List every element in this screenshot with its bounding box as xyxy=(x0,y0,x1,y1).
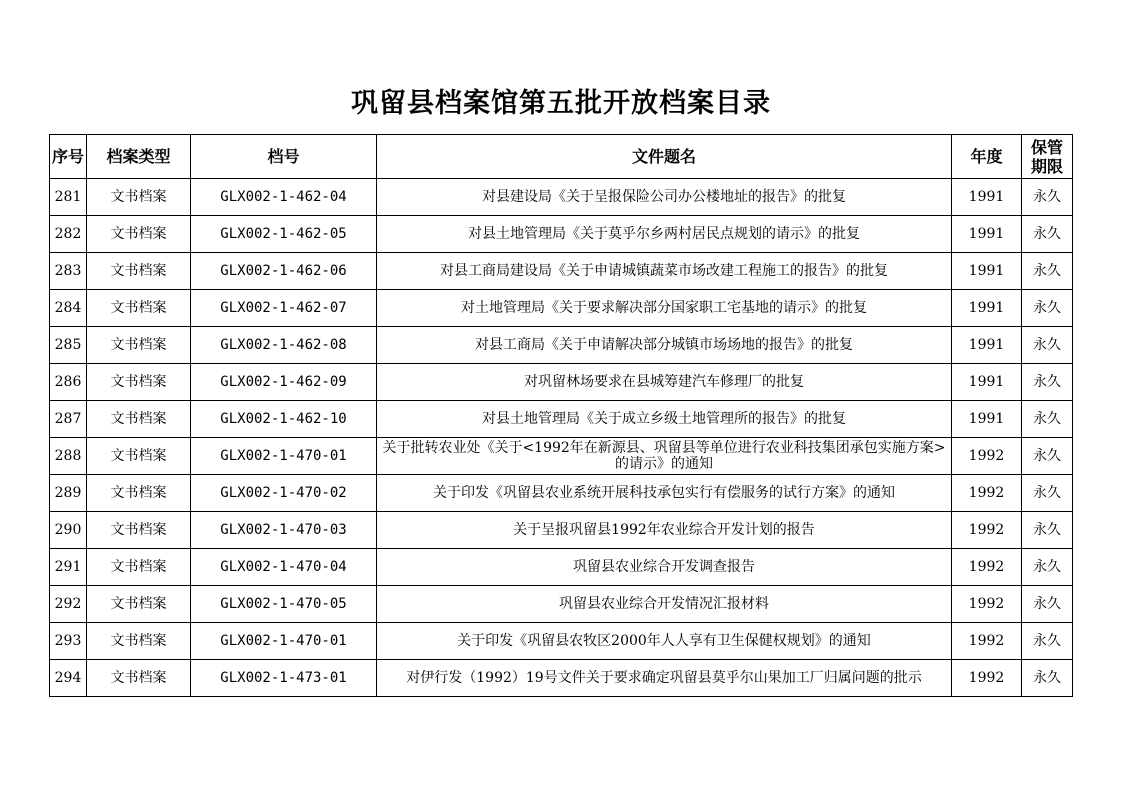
cell-type: 文书档案 xyxy=(87,586,191,623)
cell-seq: 281 xyxy=(50,179,87,216)
table-row xyxy=(50,401,1073,438)
cell-retention: 永久 xyxy=(1022,660,1073,697)
table-row xyxy=(50,623,1073,660)
cell-type: 文书档案 xyxy=(87,290,191,327)
table-row xyxy=(50,179,1073,216)
cell-doc-title: 关于印发《巩留县农牧区2000年人人享有卫生保健权规划》的通知 xyxy=(377,623,952,660)
table-row xyxy=(50,512,1073,549)
cell-doc-title: 对县土地管理局《关于莫乎尔乡两村居民点规划的请示》的批复 xyxy=(377,216,952,253)
cell-year: 1991 xyxy=(952,216,1022,253)
cell-doc-title: 关于呈报巩留县1992年农业综合开发计划的报告 xyxy=(377,512,952,549)
cell-seq: 291 xyxy=(50,549,87,586)
cell-retention: 永久 xyxy=(1022,438,1073,475)
table-body xyxy=(50,179,1073,697)
cell-type: 文书档案 xyxy=(87,364,191,401)
cell-doc-title: 关于批转农业处《关于<1992年在新源县、巩留县等单位进行农业科技集团承包实施方案>的请示》的通知 xyxy=(377,438,952,475)
cell-type: 文书档案 xyxy=(87,512,191,549)
cell-doc-title: 对县建设局《关于呈报保险公司办公楼地址的报告》的批复 xyxy=(377,179,952,216)
cell-seq: 290 xyxy=(50,512,87,549)
cell-code: GLX002-1-462-04 xyxy=(191,179,377,216)
cell-doc-title: 对县土地管理局《关于成立乡级土地管理所的报告》的批复 xyxy=(377,401,952,438)
cell-seq: 292 xyxy=(50,586,87,623)
archive-catalog-table xyxy=(49,134,1073,697)
cell-code: GLX002-1-470-02 xyxy=(191,475,377,512)
cell-code: GLX002-1-462-05 xyxy=(191,216,377,253)
cell-year: 1992 xyxy=(952,660,1022,697)
cell-seq: 285 xyxy=(50,327,87,364)
cell-type: 文书档案 xyxy=(87,327,191,364)
cell-type: 文书档案 xyxy=(87,475,191,512)
table-row xyxy=(50,290,1073,327)
cell-code: GLX002-1-462-10 xyxy=(191,401,377,438)
cell-retention: 永久 xyxy=(1022,179,1073,216)
cell-year: 1992 xyxy=(952,623,1022,660)
cell-retention: 永久 xyxy=(1022,364,1073,401)
cell-type: 文书档案 xyxy=(87,438,191,475)
cell-year: 1992 xyxy=(952,512,1022,549)
header-retention: 保管期限 xyxy=(1022,135,1073,179)
cell-year: 1991 xyxy=(952,364,1022,401)
table-row xyxy=(50,586,1073,623)
header-type: 档案类型 xyxy=(87,135,191,179)
cell-retention: 永久 xyxy=(1022,401,1073,438)
cell-code: GLX002-1-462-06 xyxy=(191,253,377,290)
cell-code: GLX002-1-470-03 xyxy=(191,512,377,549)
header-year: 年度 xyxy=(952,135,1022,179)
cell-seq: 289 xyxy=(50,475,87,512)
table-header-row xyxy=(50,135,1073,179)
cell-retention: 永久 xyxy=(1022,549,1073,586)
cell-retention: 永久 xyxy=(1022,586,1073,623)
cell-retention: 永久 xyxy=(1022,512,1073,549)
cell-year: 1991 xyxy=(952,253,1022,290)
table-row xyxy=(50,660,1073,697)
cell-doc-title: 对县工商局《关于申请解决部分城镇市场场地的报告》的批复 xyxy=(377,327,952,364)
cell-seq: 284 xyxy=(50,290,87,327)
cell-retention: 永久 xyxy=(1022,623,1073,660)
cell-code: GLX002-1-462-07 xyxy=(191,290,377,327)
cell-seq: 288 xyxy=(50,438,87,475)
cell-seq: 282 xyxy=(50,216,87,253)
table-row xyxy=(50,364,1073,401)
cell-seq: 283 xyxy=(50,253,87,290)
cell-type: 文书档案 xyxy=(87,216,191,253)
cell-year: 1992 xyxy=(952,438,1022,475)
cell-code: GLX002-1-470-01 xyxy=(191,623,377,660)
cell-type: 文书档案 xyxy=(87,179,191,216)
cell-doc-title: 巩留县农业综合开发调查报告 xyxy=(377,549,952,586)
cell-code: GLX002-1-462-08 xyxy=(191,327,377,364)
cell-year: 1992 xyxy=(952,586,1022,623)
table-row xyxy=(50,216,1073,253)
table-row xyxy=(50,253,1073,290)
cell-code: GLX002-1-470-01 xyxy=(191,438,377,475)
cell-code: GLX002-1-470-05 xyxy=(191,586,377,623)
table-row xyxy=(50,438,1073,475)
cell-code: GLX002-1-462-09 xyxy=(191,364,377,401)
header-doc-title: 文件题名 xyxy=(377,135,952,179)
table-row xyxy=(50,327,1073,364)
cell-code: GLX002-1-470-04 xyxy=(191,549,377,586)
cell-doc-title: 对县工商局建设局《关于申请城镇蔬菜市场改建工程施工的报告》的批复 xyxy=(377,253,952,290)
table-row xyxy=(50,549,1073,586)
cell-doc-title: 关于印发《巩留县农业系统开展科技承包实行有偿服务的试行方案》的通知 xyxy=(377,475,952,512)
cell-doc-title: 对巩留林场要求在县城筹建汽车修理厂的批复 xyxy=(377,364,952,401)
cell-year: 1991 xyxy=(952,401,1022,438)
cell-type: 文书档案 xyxy=(87,660,191,697)
cell-type: 文书档案 xyxy=(87,549,191,586)
cell-year: 1991 xyxy=(952,179,1022,216)
cell-type: 文书档案 xyxy=(87,253,191,290)
table-row xyxy=(50,475,1073,512)
cell-seq: 293 xyxy=(50,623,87,660)
cell-seq: 287 xyxy=(50,401,87,438)
cell-type: 文书档案 xyxy=(87,401,191,438)
cell-seq: 294 xyxy=(50,660,87,697)
cell-doc-title: 对土地管理局《关于要求解决部分国家职工宅基地的请示》的批复 xyxy=(377,290,952,327)
cell-retention: 永久 xyxy=(1022,475,1073,512)
cell-year: 1991 xyxy=(952,327,1022,364)
cell-doc-title: 巩留县农业综合开发情况汇报材料 xyxy=(377,586,952,623)
cell-year: 1991 xyxy=(952,290,1022,327)
cell-retention: 永久 xyxy=(1022,327,1073,364)
cell-code: GLX002-1-473-01 xyxy=(191,660,377,697)
page-title: 巩留县档案馆第五批开放档案目录 xyxy=(351,88,771,119)
header-seq: 序号 xyxy=(50,135,87,179)
cell-year: 1992 xyxy=(952,475,1022,512)
cell-retention: 永久 xyxy=(1022,216,1073,253)
cell-seq: 286 xyxy=(50,364,87,401)
cell-retention: 永久 xyxy=(1022,290,1073,327)
cell-type: 文书档案 xyxy=(87,623,191,660)
cell-doc-title: 对伊行发（1992）19号文件关于要求确定巩留县莫乎尔山果加工厂归属问题的批示 xyxy=(377,660,952,697)
cell-retention: 永久 xyxy=(1022,253,1073,290)
header-code: 档号 xyxy=(191,135,377,179)
cell-year: 1992 xyxy=(952,549,1022,586)
